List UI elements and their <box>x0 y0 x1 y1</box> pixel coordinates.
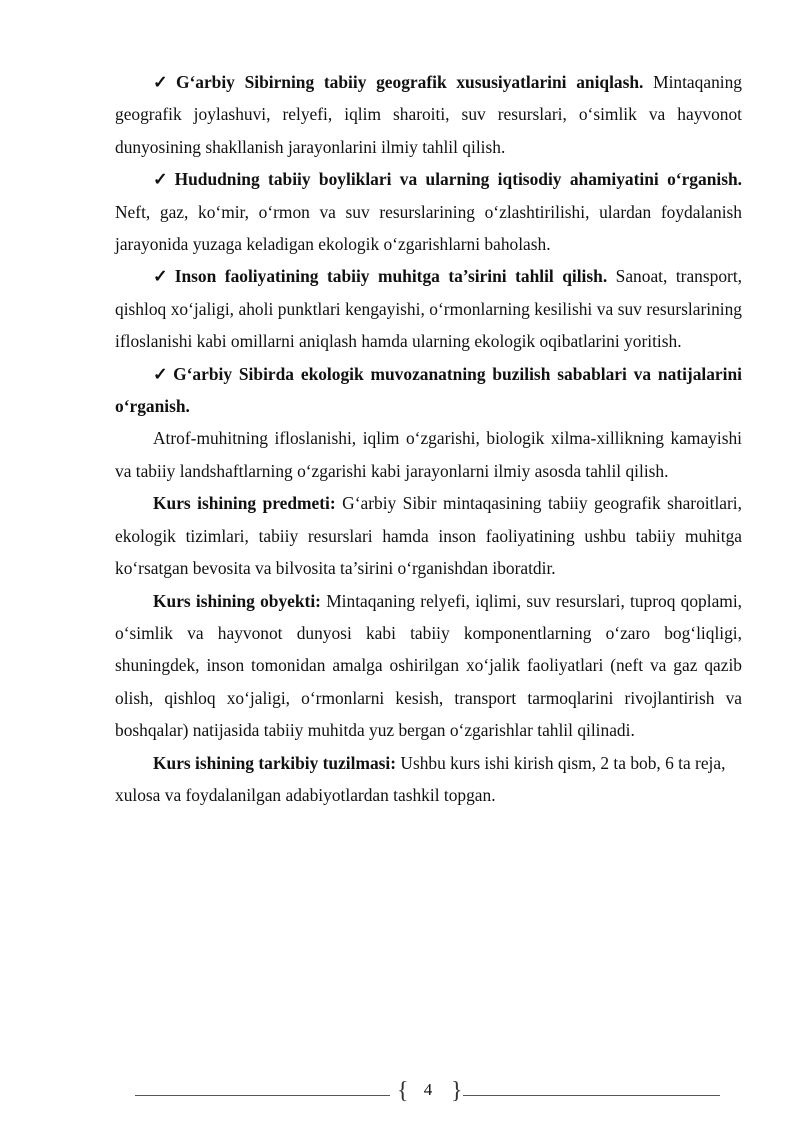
task-heading-3: Inson faoliyatining tabiiy muhitga ta’sirini tahlil qilish. <box>174 266 608 287</box>
task-text-1: Mintaqaning geografik joylashuvi, relyefi, iqlim sharoiti, suv resurslari, o‘simlik va hayvonot dunyosining shakllanish jarayonlarini ilmiy tahlil qilish. <box>115 72 742 157</box>
task-heading-2: Hududning tabiiy boyliklari va ularning iqtisodiy ahamiyatini o‘rganish. <box>174 169 742 190</box>
task-paragraph-2 <box>115 163 742 260</box>
task-paragraph-4 <box>115 358 742 423</box>
document-body <box>115 66 742 811</box>
body-text: Atrof-muhitning ifloslanishi, iqlim o‘zgarishi, biologik xilma-xillikning kamayishi va tabiiy landshaftlarning o‘zgarishi kabi jarayonlarni ilmiy asosda tahlil qilish. <box>115 428 742 481</box>
task-text-2: Neft, gaz, ko‘mir, o‘rmon va suv resurslarining o‘zlashtirilishi, ulardan foydalanish jarayonida yuzaga keladigan ekologik o‘zgarishlarni baholash. <box>115 201 742 255</box>
task-heading-1: G‘arbiy Sibirning tabiiy geografik xususiyatlarini aniqlash. <box>175 72 644 92</box>
footer-divider-left <box>135 1095 390 1096</box>
structure-text: Ushbu kurs ishi kirish qism, 2 ta bob, 6 ta reja, xulosa va foydalanilgan adabiyotlardan tashkil topgan. <box>115 752 726 805</box>
task-paragraph-1 <box>115 66 742 163</box>
body-paragraph <box>115 422 742 487</box>
subject-heading: Kurs ishining predmeti: <box>153 493 336 514</box>
left-brace-icon: { <box>397 1078 409 1104</box>
object-text: Mintaqaning relyefi, iqlimi, suv resurslari, tuproq qoplami, o‘simlik va hayvonot dunyosi kabi tabiiy komponentlarning o‘zaro bog‘liqligi, shuningdek, inson tomonidan amalga oshirilgan xo‘jalik faoliyatlari (neft va gaz qazib olish, qishloq xo‘jaligi, o‘rmonlarni kesish, transport tarmoqlarini rivojlantirish va boshqalar) natijasida tabiiy muhitda yuz bergan o‘zgarishlar tahlil qilinadi. <box>115 590 742 741</box>
object-heading: Kurs ishining obyekti: <box>153 590 321 611</box>
page-number: 4 <box>423 1080 433 1099</box>
checkmark-icon: ✓ <box>153 266 172 287</box>
structure-paragraph <box>115 747 742 812</box>
structure-heading: Kurs ishining tarkibiy tuzilmasi: <box>153 752 397 773</box>
checkmark-icon: ✓ <box>153 72 173 92</box>
task-text-3: Sanoat, transport, qishloq xo‘jaligi, aholi punktlari kengayishi, o‘rmonlarning kesilishi va suv resurslarining ifloslanishi kabi omillarni aniqlash hamda ularning ekologik oqibatlarini yoritish. <box>115 266 742 352</box>
right-brace-icon: } <box>451 1078 463 1104</box>
checkmark-icon: ✓ <box>153 169 172 190</box>
task-heading-4: G‘arbiy Sibirda ekologik muvozanatning buzilish sabablari va natijalarini o‘rganish. <box>115 363 742 417</box>
checkmark-icon: ✓ <box>153 363 171 384</box>
footer-divider-right <box>463 1095 720 1096</box>
subject-paragraph <box>115 487 742 584</box>
object-paragraph <box>115 585 742 747</box>
subject-text: G‘arbiy Sibir mintaqasining tabiiy geografik sharoitlari, ekologik tizimlari, tabiiy resurslari hamda inson faoliyatining ushbu tabiiy muhitga ko‘rsatgan bevosita va bilvosita ta’sirini o‘rganishdan iboratdir. <box>115 493 742 579</box>
page-footer <box>135 1075 720 1111</box>
task-paragraph-3 <box>115 260 742 357</box>
